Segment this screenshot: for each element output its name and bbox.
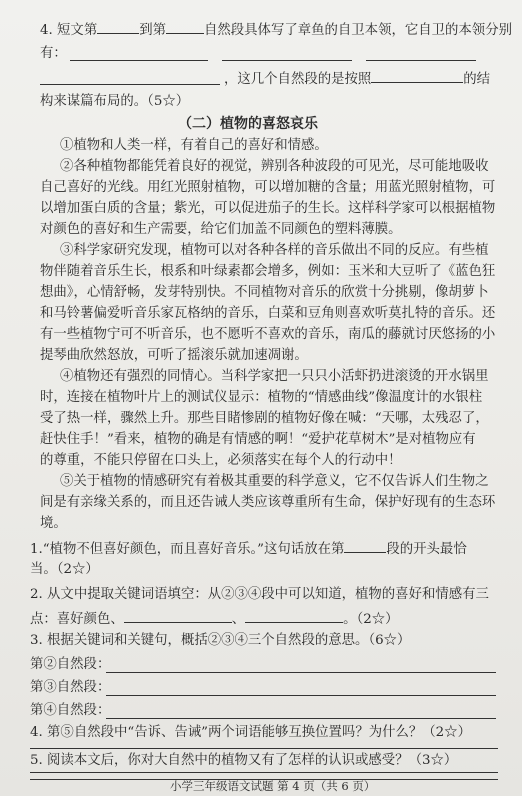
q2-text: 点：喜好颜色、 [30,612,124,627]
passage-line: 和马铃薯偏爱听音乐家瓦格纳的音乐，白菜和豆角则喜欢听莫扎特的音乐。还 [40,306,496,321]
answer-line[interactable] [106,695,496,696]
passage-line: 赶快住手！”看来，植物的确是有情感的啊！“爱护花草树木”是对植物应有 [40,432,476,447]
q2-text: 2. 从文中提取关键词语填空：从②③④段中可以知道，植物的喜好和情感有三 [30,587,489,602]
answer-blank[interactable] [344,538,386,553]
page-footer: 小学三年级语文试题 第 4 页（共 6 页） [170,779,376,793]
answer-blank[interactable] [97,19,139,34]
answer-line[interactable] [40,84,220,85]
q2-text: 。（2☆） [343,612,399,627]
passage-line: ⑤关于植物的情感研究有着极其重要的科学意义，它不仅告诉人们生物之 [60,474,489,489]
answer-line[interactable] [366,60,476,61]
q-top-text: 自然段具体写了章鱼的自卫本领，它自卫的本领分别 [204,23,512,38]
q-top-text: 有： [40,46,67,61]
passage-line: 提琴曲欣然怒放，可听了摇滚乐就加速凋谢。 [40,348,308,363]
passage-line: 自己喜好的光线。用红光照射植物，可以增加糖的含量；用蓝光照射植物，可 [40,180,496,195]
q5-text: 5. 阅读本文后，你对大自然中的植物又有了怎样的认识或感受？（3☆） [30,753,458,768]
q1-text: 段的开头最恰 [386,542,467,557]
answer-blank[interactable] [245,608,343,623]
answer-line[interactable] [70,60,208,61]
q2-line2 [30,608,399,630]
q3-text: 3. 根据关键词和关键句，概括②③④三个自然段的意思。（6☆） [30,633,411,648]
answer-blank[interactable] [166,19,204,34]
passage-line: ②各种植物都能凭着良好的视觉，辨别各种波段的可见光，尽可能地吸收 [60,159,489,174]
passage-line: 境。 [40,516,67,531]
q-top-text: ，这几个自然段的是按照 [224,72,372,87]
passage-line: 的尊重，不能只停留在口头上，必须落实在每个人的行动中！ [40,453,402,468]
q1-text: 当。（2☆） [30,562,99,577]
answer-blank[interactable] [371,68,463,83]
passage-line: 间是有亲缘关系的，而且还告诫人类应该尊重所有生命，保护好现有的生态环 [40,495,496,510]
answer-line[interactable] [106,672,496,673]
passage-line: 想曲》，心情舒畅，发芽特别快。不同植物对音乐的欣赏十分挑剔，像胡萝卜 [40,285,489,300]
q-top-text: 构来谋篇布局的。（5☆） [40,94,190,109]
answer-line[interactable] [30,748,498,749]
q3-label: 第②自然段： [30,657,111,672]
q-top-line3 [224,68,490,90]
q3-label: 第③自然段： [30,680,111,695]
passage-line: 时，连接在植物叶片上的测试仪显示：植物的“情感曲线”像温度计的水银柱 [40,390,483,405]
passage-title: （二）植物的喜怒哀乐 [178,116,318,132]
passage-line: 受了热一样，骤然上升。那些目睹惨剧的植物好像在喊：“天哪，太残忍了， [40,411,489,426]
q2-text: 、 [231,612,246,627]
q-top-text: 到第 [139,23,166,38]
q4-text: 4. 第⑤自然段中“告诉、告诫”两个词语能够互换位置吗？为什么？（2☆） [30,725,471,740]
passage-line: ③科学家研究发现，植物可以对各种各样的音乐做出不同的反应。有些植 [60,243,489,258]
q1-text: 1.“植物不但喜好颜色，而且喜好音乐。”这句话放在第 [30,542,345,557]
passage-line: 有一些植物宁可不听音乐，也不愿听不喜欢的音乐，南瓜的藤就讨厌悠扬的小 [40,327,496,342]
passage-line: ④植物还有强烈的同情心。当科学家把一只只小活虾扔进滚烫的开水锅里 [60,369,489,384]
q1-line1 [30,538,467,560]
q-top-text: 的结 [463,72,491,87]
answer-blank[interactable] [124,608,232,623]
answer-line[interactable] [106,718,496,719]
passage-line: 物伴随着音乐生长，根系和叶绿素都会增多，例如：玉米和大豆听了《蓝色狂 [40,264,496,279]
q-top-line1 [40,19,512,41]
answer-line[interactable] [222,60,352,61]
q-top-text: 4. 短文第 [40,23,98,38]
q3-label: 第④自然段： [30,703,111,718]
passage-line: 对颜色的喜好和生产需要，给它们加盖不同颜色的塑料薄膜。 [40,222,402,237]
passage-line: ①植物和人类一样，有着自己的喜好和情感。 [60,138,328,153]
passage-line: 以增加蛋白质的含量；紫光，可以促进茄子的生长。这样科学家可以根据植物 [40,201,496,216]
answer-line[interactable] [30,772,498,773]
